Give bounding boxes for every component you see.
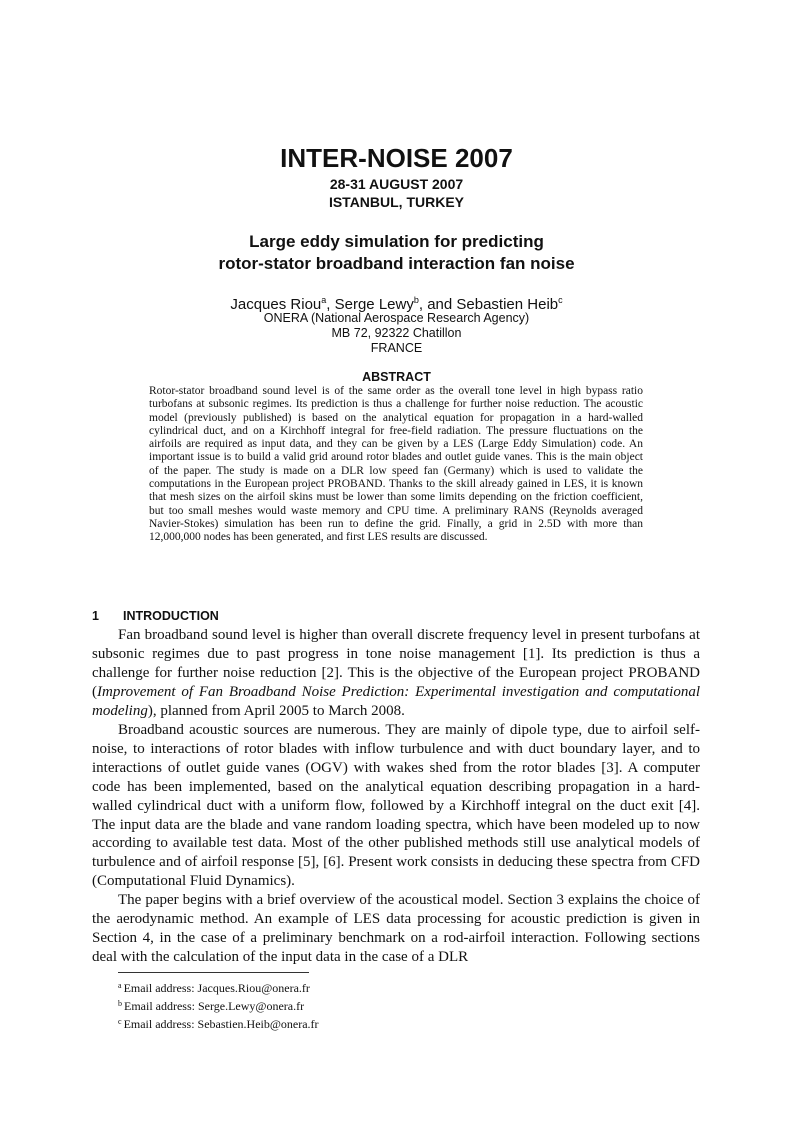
abstract-heading: ABSTRACT <box>362 370 431 384</box>
footnotes <box>118 978 319 1032</box>
author-separator: , and <box>418 296 457 313</box>
author-name: Serge Lewy <box>334 296 414 313</box>
paragraph-text: Fan broadband sound level is higher than overall discrete frequency level in present turbofans at subsonic regimes due to past progress in tone noise management [1]. Its prediction is thus a challenge for further noise reduction [2]. This is the objective of the European project PROBAND ( <box>92 627 700 700</box>
footnote-mark: b <box>118 999 122 1008</box>
conference-name: INTER-NOISE 2007 <box>280 143 513 173</box>
footnote <box>118 1014 319 1032</box>
footnote <box>118 996 319 1014</box>
section-title: INTRODUCTION <box>123 609 219 623</box>
footnote-mark: c <box>118 1017 122 1026</box>
section-body <box>92 626 700 967</box>
conference-location: ISTANBUL, TURKEY <box>328 194 465 210</box>
author-footnote-mark: b <box>413 295 419 305</box>
paper-title-line1: Large eddy simulation for predicting <box>249 232 544 251</box>
footnote-mark: a <box>118 981 122 990</box>
footnote-divider <box>118 972 309 973</box>
author-name: Sebastien Heib <box>456 296 559 313</box>
paper-title-line2: rotor-stator broadband interaction fan noise <box>218 254 575 273</box>
paragraph: The paper begins with a brief overview of the acoustical model. Section 3 explains the choice of the aerodynamic method. An example of LES data processing for acoustic prediction is given in Section 4, in the case of a preliminary benchmark on a rod-airfoil interaction. Following sections deal with the calculation of the input data in the case of a DLR <box>92 892 700 966</box>
footnote-text: Email address: Sebastien.Heib@onera.fr <box>123 1017 319 1031</box>
affiliation-country: FRANCE <box>370 341 423 355</box>
author-name: Jacques Riou <box>230 296 322 313</box>
author-footnote-mark: c <box>558 295 563 305</box>
section-heading <box>92 609 219 623</box>
footnote-text: Email address: Serge.Lewy@onera.fr <box>124 999 305 1013</box>
abstract-text: Rotor-stator broadband sound level is of the same order as the overall tone level in high bypass ratio turbofans at subsonic regimes. Its prediction is thus a challenge for further noise reduction. The acoustic model (previously published) is based on the analytical equation for propagation in a hard-walled cylindrical duct, and on a Kirchhoff integral for free-field radiation. The pressure fluctuations on the airfoils are required as input data, and they can be given by a LES (Large Eddy Simulation) code. An important issue is to build a valid grid around rotor blades and outlet guide vanes. This is the main object of the paper. The study is made on a DLR low speed fan (Germany) which is used to validate the computations in the European project PROBAND. Thanks to the skill already gained in LES, it is known that mesh sizes on the airfoil skins must be lower than some limits depending on the friction coefficient, but too small meshes would waste memory and CPU time. A preliminary RANS (Reynolds averaged Navier-Stokes) simulation has been run to define the grid. Finally, a grid in 2.5D with more than 12,000,000 nodes has been generated, and first LES results are discussed. <box>149 385 643 544</box>
author-separator: , <box>326 296 335 313</box>
author-footnote-mark: a <box>321 295 327 305</box>
paragraph <box>92 626 700 721</box>
footnote <box>118 978 319 996</box>
footnote-text: Email address: Jacques.Riou@onera.fr <box>123 981 310 995</box>
affiliation-org: ONERA (National Aerospace Research Agency) <box>263 311 530 325</box>
paragraph-text: ), planned from April 2005 to March 2008. <box>147 702 405 719</box>
affiliation-address: MB 72, 92322 Chatillon <box>331 326 462 340</box>
paragraph: Broadband acoustic sources are numerous. They are mainly of dipole type, due to airfoil self-noise, to interactions of rotor blades with inflow turbulence and with duct boundary layer, and to interactions of outlet guide vanes (OGV) with wakes shed from the rotor blades [3]. A computer code has been implemented, based on the analytical equation describing propagation in a hard-walled cylindrical duct with a uniform flow, followed by a Kirchhoff integral on the duct exit [4]. The input data are the blade and vane random loading spectra, which have been modeled up to now according to available test data. Most of the other published methods still use analytical models of turbulence and of airfoil response [5], [6]. Present work consists in deducing these spectra from CFD (Computational Fluid Dynamics). <box>92 721 700 890</box>
conference-dates: 28-31 AUGUST 2007 <box>329 176 464 192</box>
section-number: 1 <box>92 609 99 623</box>
project-full-name: Improvement of Fan Broadband Noise Prediction: Experimental investigation and computational modeling <box>92 683 700 719</box>
